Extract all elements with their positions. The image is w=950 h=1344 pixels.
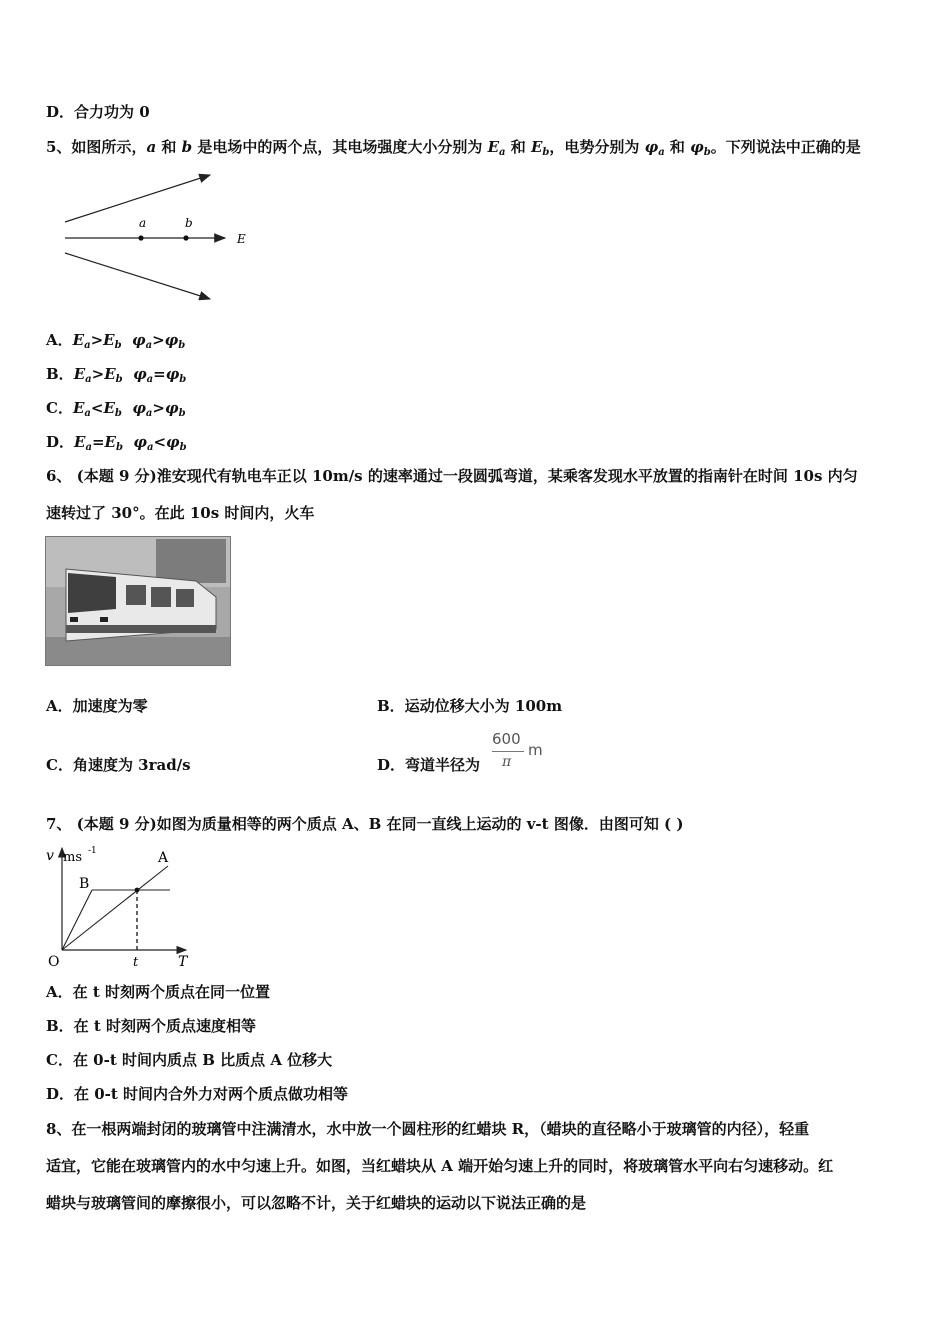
q5-option-d[interactable]: D．$E_a=E_b$ $\varphi_a<\varphi_b$ [46,433,187,453]
q5-stem-prefix: 5、如图所示， [46,138,147,156]
tram-photo [45,536,231,666]
label-O: O [48,954,60,970]
q5-point-b: b [181,138,193,156]
q5-phib: φ [690,138,704,156]
q5-stem-mid2: ，电势分别为 [549,138,645,156]
q6-option-a[interactable]: A．加速度为零 [46,697,148,715]
label-E: E [237,232,246,246]
label-A: A [158,850,169,866]
q5-conj-2: 和 [505,138,531,156]
relation-1: > [90,331,104,349]
label-a: a [139,216,147,230]
q6-stem-line1: 6、 (本题 9 分)淮安现代有轨电车正以 10m/s 的速率通过一段圆弧弯道，某乘客发现水平放置的指南针在时间 10s 内匀 [46,467,858,485]
point-a-dot [138,235,143,240]
q5-field-figure [55,165,265,310]
q7-option-a[interactable]: A．在 t 时刻两个质点在同一位置 [46,983,271,1001]
fraction-numerator: 600 [492,730,521,748]
q6-stem-line2: 速转过了 30°。在此 10s 时间内，火车 [46,504,315,522]
q8-stem-line3: 蜡块与玻璃管间的摩擦很小，可以忽略不计，关于红蜡块的运动以下说法正确的是 [46,1194,587,1212]
label-unit: ms [63,850,82,865]
option-label: B． [46,365,74,383]
label-v: v [46,848,54,864]
line-B-rise [62,890,92,950]
q8-stem-line2: 适宜，它能在玻璃管内的水中匀速上升。如图，当红蜡块从 A 端开始匀速上升的同时，将玻璃管水平向右匀速移动。红 [46,1157,834,1175]
q5-Eb-sub: b [542,147,550,158]
line-A [62,866,168,950]
relation-2: = [153,365,166,383]
label-t: t [133,955,139,970]
q5-stem-end: 。下列说法中正确的是 [710,138,861,156]
q7-vt-graph [44,842,204,972]
q5-phib-sub: b [703,147,711,158]
relation-1: = [91,433,105,451]
relation-1: > [91,365,105,383]
option-label: C． [46,399,73,417]
q5-option-a[interactable]: A．$E_a>E_b$ $\varphi_a>\varphi_b$ [46,331,186,351]
q5-phia: φ [644,138,659,156]
q5-phia-sub: a [658,147,665,158]
q5-Ea: E [487,138,500,156]
q5-stem-mid: 是电场中的两个点，其电场强度大小分别为 [192,138,488,156]
q7-option-d[interactable]: D．在 0-t 时间内合外力对两个质点做功相等 [46,1085,349,1103]
label-b: b [185,216,193,230]
q5-Eb: E [530,138,543,156]
relation-2: > [152,331,165,349]
relation-2: < [153,433,167,451]
q5-stem [46,137,861,163]
field-line-upper [65,175,210,222]
q6-option-d[interactable]: D．弯道半径为 [377,756,481,774]
q6-option-b[interactable]: B．运动位移大小为 100m [377,697,563,715]
option-label: A． [46,331,73,349]
q5-option-b[interactable]: B．$E_a>E_b$ $\varphi_a=\varphi_b$ [46,365,187,385]
q7-stem: 7、 (本题 9 分)如图为质量相等的两个质点 A、B 在同一直线上运动的 v-t 图像．由图可知 ( ) [46,815,684,833]
q4-option-d: D．合力功为 0 [46,103,150,121]
label-T: T [178,954,188,970]
q5-option-c[interactable]: C．$E_a<E_b$ $\varphi_a>\varphi_b$ [46,399,186,419]
q5-conj-1: 和 [156,138,182,156]
q5-conj-3: 和 [664,138,691,156]
q6-radius-fraction [490,730,550,776]
q7-option-b[interactable]: B．在 t 时刻两个质点速度相等 [46,1017,257,1035]
fraction-unit: m [528,741,543,759]
q7-option-c[interactable]: C．在 0-t 时间内质点 B 比质点 A 位移大 [46,1051,333,1069]
q8-stem-line1: 8、在一根两端封闭的玻璃管中注满清水，水中放一个圆柱形的红蜡块 R，（蜡块的直径略小于玻璃管的内径），轻重 [46,1120,810,1138]
fraction-bar [492,751,524,752]
label-B: B [79,876,90,892]
relation-2: > [152,399,165,417]
point-b-dot [183,235,188,240]
label-exp: -1 [88,846,97,856]
fraction-denominator: π [502,754,512,770]
q5-point-a: a [146,138,157,156]
q5-Ea-sub: a [499,147,506,158]
q6-option-c[interactable]: C．角速度为 3rad/s [46,756,191,774]
relation-1: < [90,399,104,417]
intersection-dot [135,888,140,893]
field-line-lower [65,253,210,299]
option-label: D． [46,433,75,451]
